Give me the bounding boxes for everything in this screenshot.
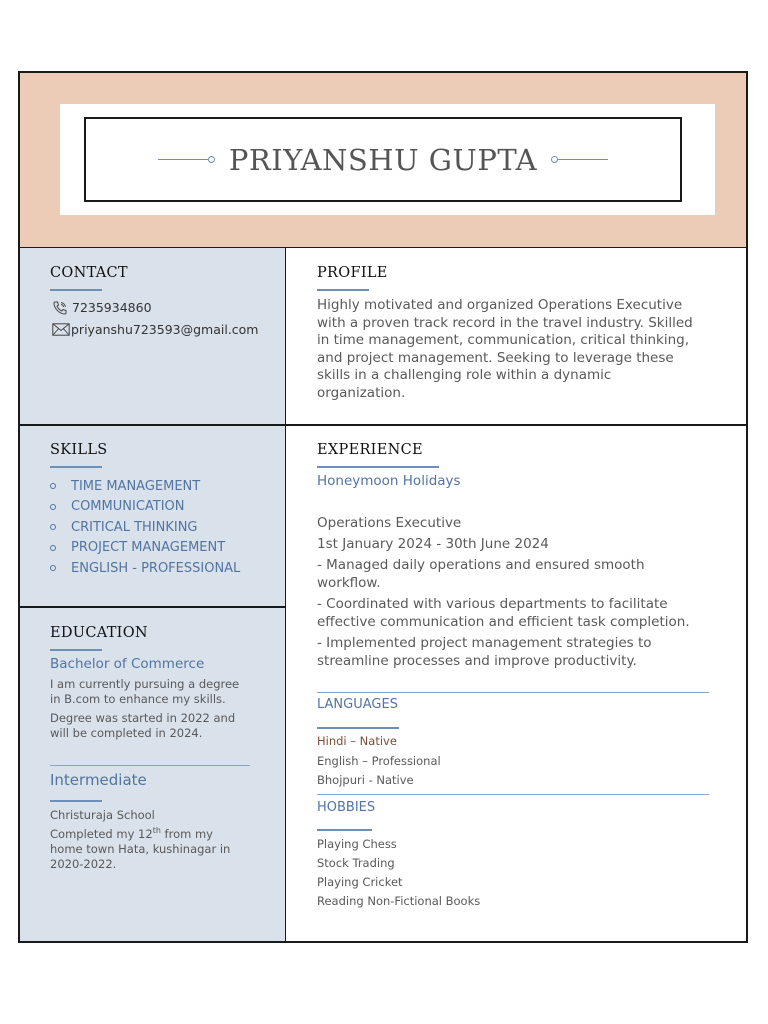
envelope-icon (52, 323, 70, 336)
intermediate-title: Intermediate (50, 771, 147, 789)
language-item: English – Professional (317, 753, 441, 768)
profile-line: in time management, communication, critical thinking, (317, 332, 690, 348)
candidate-name: PRIYANSHU GUPTA (228, 142, 538, 177)
skill-item: COMMUNICATION (50, 497, 240, 518)
bullet-icon (50, 545, 56, 551)
skills-list (50, 476, 240, 579)
job-duties: - Managed daily operations and ensured smooth workflow. - Coordinated with various departments to facilitate effective communication and efficient task completion. - Implemented project management strategies to streamline processes and improve productivity. (317, 557, 690, 669)
name-box (84, 117, 682, 202)
profile-title: PROFILE (317, 265, 388, 281)
language-item: Hindi – Native (317, 734, 397, 748)
row-separator-1 (20, 424, 746, 426)
decor-right (551, 156, 608, 163)
profile-line: Highly motivated and organized Operations Executive (317, 297, 683, 313)
experience-underline (317, 466, 439, 468)
job-dates: 1st January 2024 - 30th June 2024 (317, 536, 549, 552)
hobby-item: Playing Chess (317, 837, 397, 851)
hobby-item: Stock Trading (317, 856, 395, 870)
bullet-icon (50, 565, 56, 571)
skill-item: CRITICAL THINKING (50, 517, 240, 538)
hobbies-list (317, 835, 480, 911)
contact-title: CONTACT (50, 265, 128, 281)
languages-divider (317, 692, 709, 693)
contact-phone (52, 300, 152, 315)
intermediate-underline (50, 800, 102, 802)
bullet-icon (50, 524, 56, 530)
profile-line: skills in a challenging role within a dynamic (317, 367, 612, 383)
skills-underline (50, 466, 102, 468)
decor-left (158, 156, 215, 163)
profile-underline (317, 289, 369, 291)
contact-email (52, 322, 259, 337)
skills-title: SKILLS (50, 442, 108, 458)
intermediate-description: Christuraja School Completed my 12th from my home town Hata, kushinagar in 2020-2022. (50, 808, 231, 871)
bullet-icon (50, 504, 56, 510)
profile-text (317, 297, 693, 402)
skill-item: TIME MANAGEMENT (50, 476, 240, 497)
education-underline (50, 649, 102, 651)
hobby-item: Reading Non-Fictional Books (317, 894, 481, 908)
skill-item: PROJECT MANAGEMENT (50, 538, 240, 559)
degree-description: I am currently pursuing a degree in B.com to enhance my skills. Degree was started in 2022 and will be completed in 2024. (50, 677, 240, 740)
job-role: Operations Executive (317, 515, 462, 531)
education-divider (50, 765, 250, 766)
degree-title: Bachelor of Commerce (50, 656, 205, 672)
languages-list (317, 732, 441, 791)
row-separator-2 (20, 606, 285, 608)
hobbies-divider (317, 794, 709, 795)
education-title: EDUCATION (50, 625, 148, 641)
languages-underline (317, 727, 399, 729)
bullet-icon (50, 483, 56, 489)
company-name: Honeymoon Holidays (317, 473, 461, 489)
header-inner (60, 104, 715, 215)
header-band (20, 73, 746, 248)
hobbies-title: HOBBIES (317, 800, 376, 815)
profile-line: with a proven track record in the travel industry. Skilled (317, 314, 693, 331)
email-address[interactable]: priyanshu723593@gmail.com (71, 322, 259, 337)
hobbies-underline (317, 829, 372, 831)
skill-item: ENGLISH - PROFESSIONAL (50, 558, 240, 579)
resume-frame (18, 71, 748, 943)
language-item: Bhojpuri - Native (317, 773, 414, 787)
phone-number: 7235934860 (72, 300, 152, 315)
profile-line: and project management. Seeking to leverage these (317, 349, 674, 366)
profile-line: organization. (317, 384, 406, 401)
contact-underline (50, 289, 102, 291)
phone-icon (52, 301, 68, 315)
hobby-item: Playing Cricket (317, 875, 403, 889)
languages-title: LANGUAGES (317, 697, 398, 712)
experience-title: EXPERIENCE (317, 442, 423, 458)
